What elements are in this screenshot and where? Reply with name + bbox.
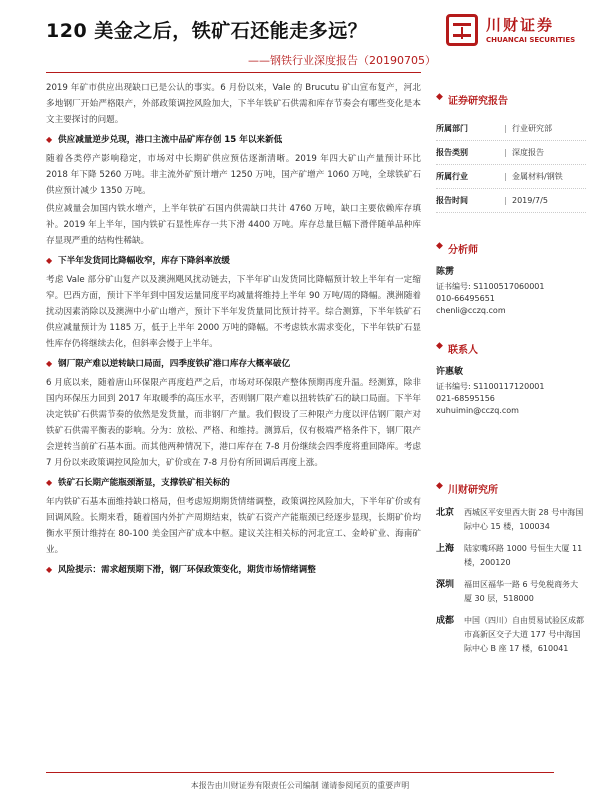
logo-chinese-name: 川财证券 [486, 16, 555, 34]
info-row: 报告类别 | 深度报告 [436, 141, 586, 165]
intro-paragraph: 2019 年矿市供应出现缺口已是公认的事实。6 月份以来，Vale 的 Brucutu 矿山宣布复产，河北多地钢厂开始严格限产，外部政策调控风险加大，下半年铁矿石供需和库存节奏会有哪些变化是本文主要探讨的问题。 [46, 83, 421, 125]
analyst-phone: 010-66495651 [436, 294, 495, 303]
section-heading: ◆ 下半年发货同比降幅收窄，库存下降斜率放缓 [46, 253, 421, 269]
contact-card [436, 366, 586, 417]
info-row: 报告时间 | 2019/7/5 [436, 189, 586, 213]
contact-heading: ◆ 联系人 [436, 341, 586, 356]
office-address: 北京 西城区平安里西大街 28 号中海国际中心 15 楼，100034 [436, 508, 584, 531]
institute-heading: ◆ 川财研究所 [436, 481, 586, 496]
office-address: 成都 中国（四川）自由贸易试验区成都市高新区交子大道 177 号中海国际中心 B 座 17 楼，610041 [436, 616, 584, 653]
section-heading: ◆ 供应减量逆步兑现，港口主流中品矿库存创 15 年以来新低 [46, 132, 421, 148]
analyst-name: 陈雳 [436, 267, 455, 277]
section-heading: ◆ 铁矿石长期产能瓶颈渐显，支撑铁矿相关标的 [46, 475, 421, 491]
office-address: 深圳 福田区福华一路 6 号免税商务大厦 30 层，518000 [436, 580, 579, 603]
contact-name: 许惠敏 [436, 367, 464, 377]
footer-disclaimer: 本报告由川财证券有限责任公司编制 谨请参阅尾页的重要声明 [190, 781, 410, 790]
report-subtitle: ——钢铁行业深度报告（20190705） [248, 54, 436, 67]
footer-rule [46, 772, 554, 773]
info-row: 所属部门 | 行业研究部 [436, 117, 586, 141]
logo-english-name: CHUANCAI SECURITIES [486, 36, 576, 44]
report-title: 120 美金之后，铁矿石还能走多远？ [46, 20, 368, 42]
office-address: 上海 陆家嘴环路 1000 号恒生大厦 11 楼，200120 [436, 544, 583, 567]
analyst-heading: ◆ 分析师 [436, 241, 586, 256]
body-paragraph: 随着各类停产影响稳定，市场对中长期矿供应预估逐渐清晰。2019 年四大矿山产量预计环比 2018 年下降 5260 万吨。非主流外矿预计增产 1250 万吨，国产矿增产 1060 万吨，全球铁矿石供应预计减少 1350 万吨。 [46, 154, 421, 196]
contact-cert: 证书编号: S1100117120001 [436, 382, 545, 391]
risk-heading: ◆ 风险提示：需求超预期下滑，钢厂环保政策变化，期货市场情绪调整 [46, 562, 421, 578]
section-heading: ◆ 钢厂限产难以逆转缺口局面，四季度铁矿港口库存大概率破亿 [46, 356, 421, 372]
logo-mark-icon [446, 14, 478, 46]
body-paragraph: 考虑 Vale 部分矿山复产以及澳洲飓风扰动链去，下半年矿山发货同比降幅预计较上半年有一定缩窄。巴西方面，预计下半年到中国发运量同度平均减量将维持上半年 90 万吨/周的降幅。澳洲随着扰动因素消除以及澳洲中小矿山增产，预计下半年发货量同比预计持平。综合测算，下半年铁矿石供应减量预计为 1185 万，低于上半年 2000 万吨的降幅。不考虑铁水需求变化，下半年铁矿石显性库存仍将继续去化，但斜率会慢于上半年。 [46, 275, 421, 349]
report-body [46, 80, 421, 581]
info-row: 所属行业 | 金属材料/钢铁 [436, 165, 586, 189]
analyst-cert: 证书编号: S1100517060001 [436, 282, 545, 291]
analyst-card [436, 266, 586, 317]
body-paragraph: 年内铁矿石基本面维持缺口格局，但考虑短期期货情绪调整，政策调控风险加大，下半年矿价或有回调风险。长期来看，随着国内外扩产周期结束，铁矿石资产产能瓶颈已经逐步显现，长期矿价均衡水平预计维持在 80-100 美金国产矿成本中枢。建议关注相关标的河北宣工、金岭矿业、海南矿业。 [46, 497, 421, 555]
analyst-email[interactable]: chenli@cczq.com [436, 306, 506, 315]
body-paragraph: 供应减量会加国内铁水增产，上半年铁矿石国内供需缺口共计 4760 万吨，缺口主要依赖库存填补。2019 年上半年，国内铁矿石显性库存一共下滑 4400 万吨。库存总量巨幅下滑伴随单品种库存显现严重的结构性稀缺。 [46, 204, 421, 246]
header-rule [46, 72, 421, 73]
contact-email[interactable]: xuhuimin@cczq.com [436, 406, 519, 415]
body-paragraph: 6 月底以来，随着唐山环保限产再度趋严之后，市场对环保限产整体预期再度升温。经测算，除非国内环保压力回到 2017 年取暖季的高压水平，否则钢厂限产难以扭转铁矿石的缺口局面。下半年决定铁矿石供需节奏的依然是发货量，而非钢厂产量。我们假设了三种限产力度以评估钢厂限产对铁矿石供需平衡表的影响。分为：放松、严格、和维持。测算后，仅有极端严格条件下，钢厂限产会逆转当前矿石基本面。而其他两种情况下，港口库存在 7-8 月份继续会四季度将重回降库。考虑 7 月份以来政策调控风险加大，矿价或在 7-8 月份有所回调后再度上涨。 [46, 378, 421, 468]
contact-phone: 021-68595156 [436, 394, 495, 403]
company-logo [446, 10, 586, 52]
report-info-heading: ◆ 证券研究报告 [436, 92, 586, 107]
sidebar [436, 92, 586, 664]
